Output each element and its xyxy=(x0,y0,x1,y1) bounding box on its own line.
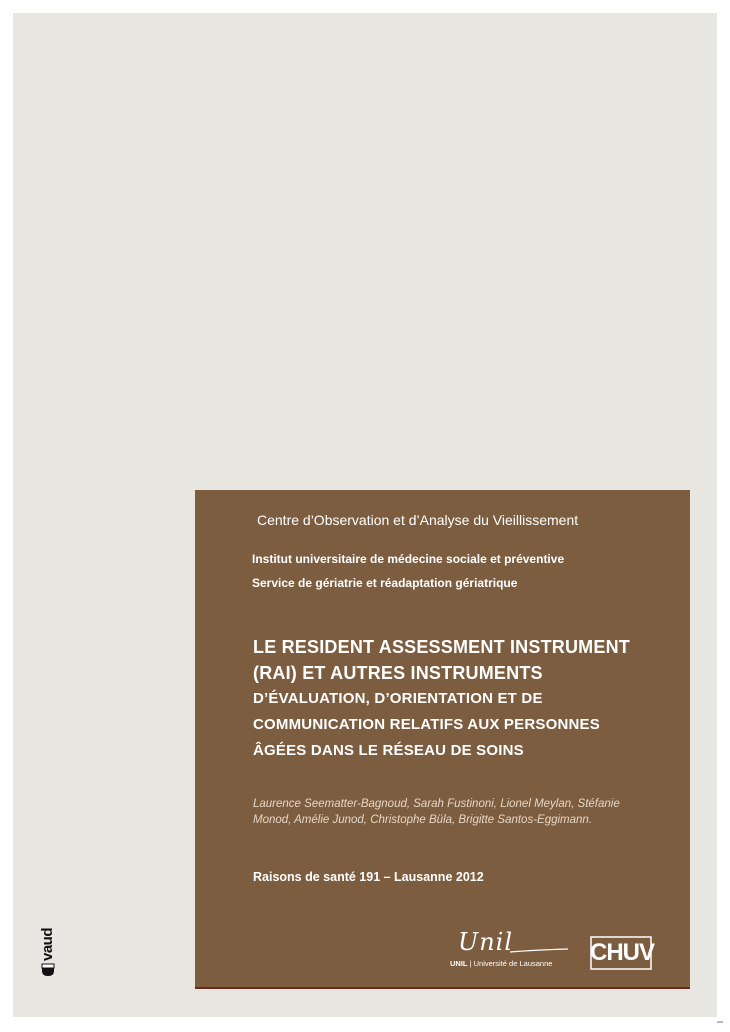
authors-line-2: Monod, Amélie Junod, Christophe Büla, Brigitte Santos-Eggimann. xyxy=(253,814,593,826)
page-corner-mark xyxy=(717,1021,723,1023)
title-line-2: (RAI) ET AUTRES INSTRUMENTS xyxy=(253,663,543,683)
unil-script-mark: Unil xyxy=(458,928,514,956)
vaud-shield-icon xyxy=(41,963,55,977)
title-line-4: COMMUNICATION RELATIFS AUX PERSONNES xyxy=(253,716,600,733)
unil-underline-icon xyxy=(450,928,572,958)
unil-subtitle: UNIL | Université de Lausanne xyxy=(450,959,553,968)
unil-abbrev: UNIL xyxy=(450,959,468,968)
title-line-1: LE RESIDENT ASSESSMENT INSTRUMENT xyxy=(253,637,630,657)
institution-name-1: Institut universitaire de médecine sociale et préventive xyxy=(252,552,565,566)
center-name: Centre d’Observation et d’Analyse du Vieillissement xyxy=(257,512,579,528)
authors-line-1: Laurence Seematter-Bagnoud, Sarah Fustinoni, Lionel Meylan, Stéfanie xyxy=(253,798,620,810)
institution-name-2: Service de gériatrie et réadaptation gériatrique xyxy=(252,576,518,590)
vaud-wordmark: vaud xyxy=(39,927,56,961)
series-label: Raisons de santé 191 – Lausanne 2012 xyxy=(253,870,484,884)
unil-logo xyxy=(450,928,572,974)
unil-full-name: Université de Lausanne xyxy=(473,959,553,968)
chuv-wordmark: CHUV xyxy=(590,939,655,966)
chuv-logo xyxy=(590,936,655,970)
cover-info-panel xyxy=(195,490,690,989)
canton-vaud-logo xyxy=(38,915,58,977)
title-line-5: ÂGÉES DANS LE RÉSEAU DE SOINS xyxy=(253,742,524,759)
title-line-3: D’ÉVALUATION, D’ORIENTATION ET DE xyxy=(253,690,543,707)
report-title xyxy=(253,634,673,764)
authors-list xyxy=(253,796,673,828)
chuv-frame-icon xyxy=(590,936,655,970)
